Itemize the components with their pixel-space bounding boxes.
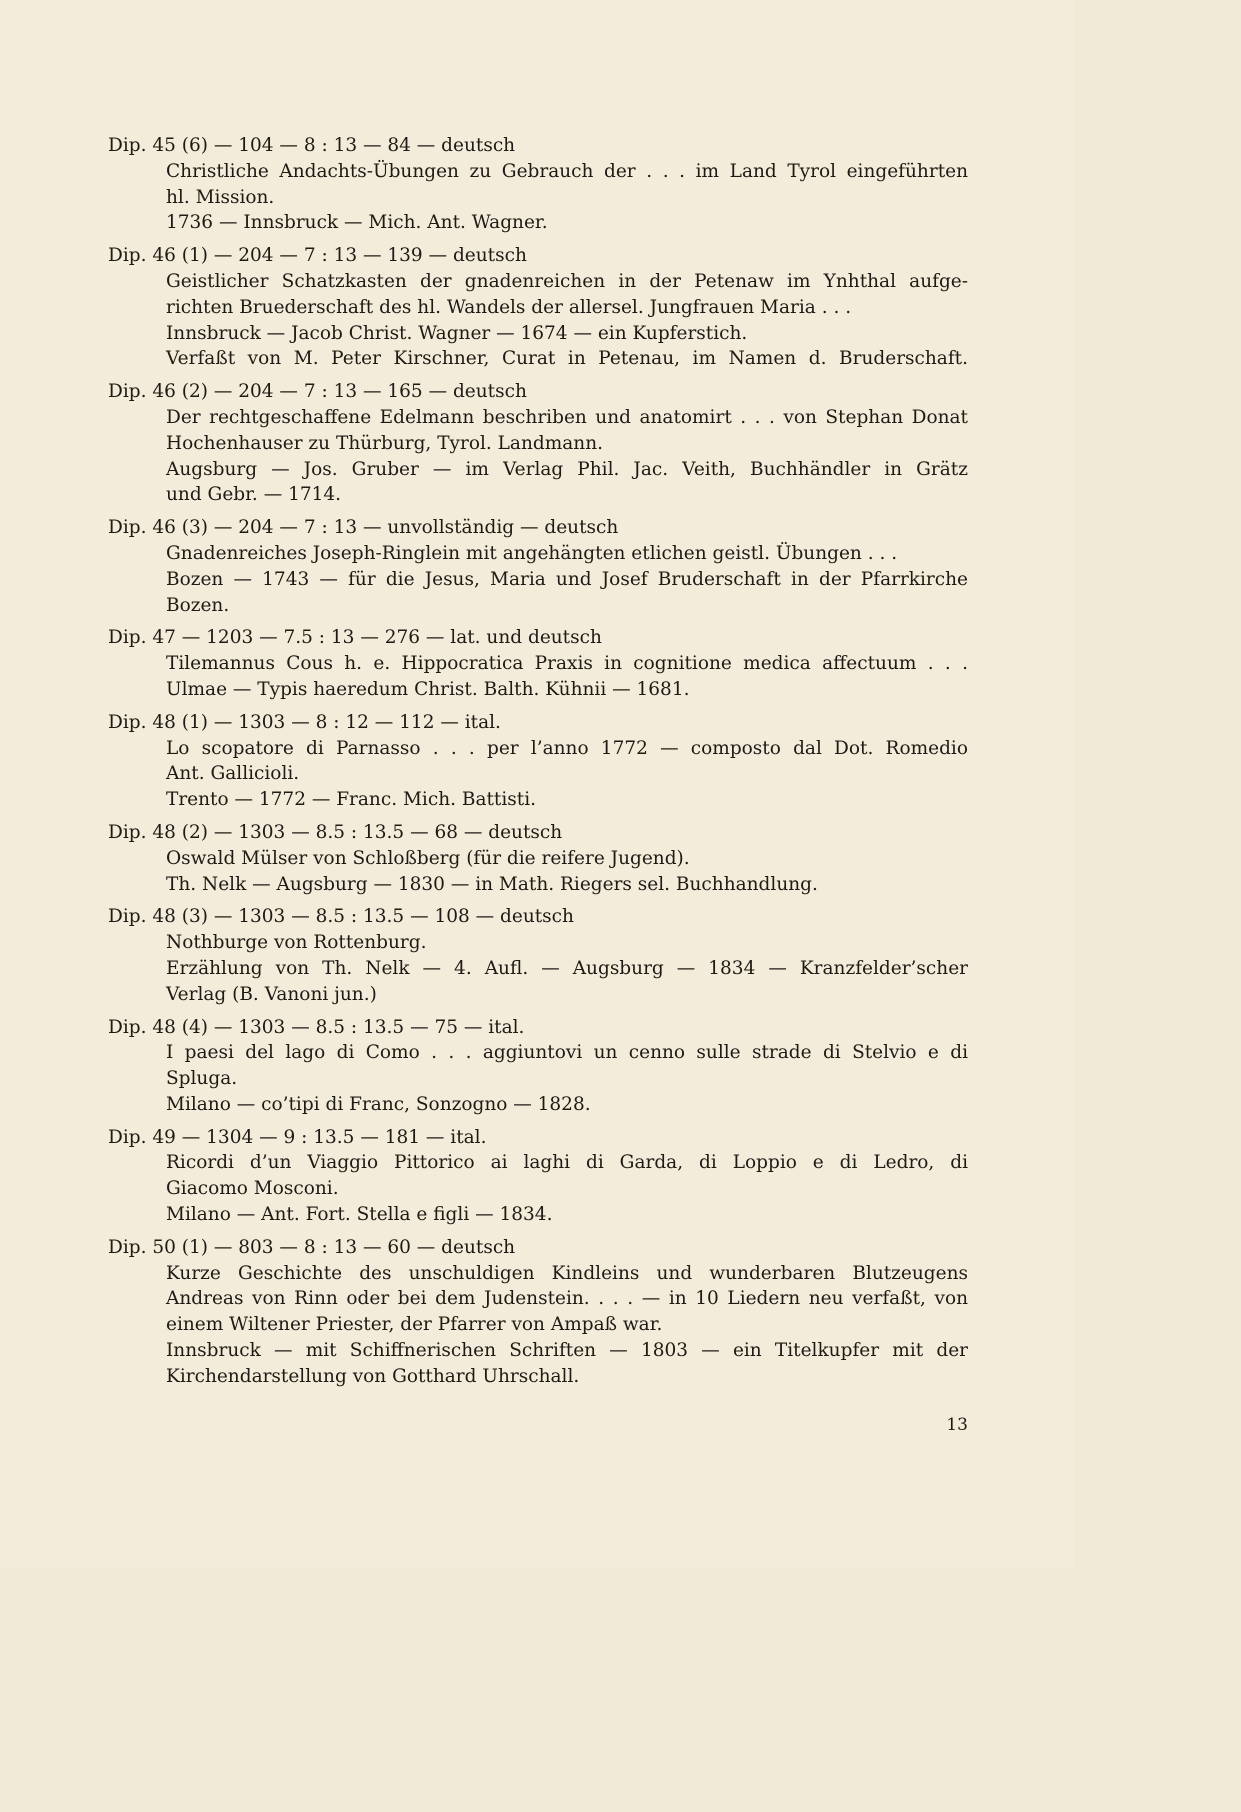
entry-description-line: Th. Nelk — Augsburg — 1830 — in Math. Riegers sel. Buchhandlung. (166, 873, 818, 895)
entry-header: Dip. 48 (2) — 1303 — 8.5 : 13.5 — 68 — deutsch (108, 821, 563, 843)
entry-header: Dip. 48 (4) — 1303 — 8.5 : 13.5 — 75 — ital. (108, 1016, 525, 1038)
entry-description-line: Oswald Mülser von Schloßberg (für die reifere Jugend). (166, 847, 690, 869)
entry-description-line: Bozen — 1743 — für die Jesus, Maria und Josef Bruderschaft in der Pfarrkirche (166, 568, 968, 590)
entry-description-line: und Gebr. — 1714. (166, 484, 342, 506)
entry-description-line: Verfaßt von M. Peter Kirschner, Curat in Petenau, im Namen d. Bruderschaft. (166, 348, 968, 370)
entry-description-line: Milano — Ant. Fort. Stella e figli — 1834. (166, 1204, 553, 1226)
catalog-entry (108, 133, 968, 236)
entry-description-line: Kurze Geschichte des unschuldigen Kindleins und wunderbaren Blutzeugens (166, 1262, 968, 1284)
entry-description-line: I paesi del lago di Como . . . aggiuntovi un cenno sulle strade di Stelvio e di (166, 1042, 968, 1064)
catalog-entry (108, 1235, 968, 1390)
catalog-entry (108, 1125, 968, 1228)
entry-header: Dip. 48 (3) — 1303 — 8.5 : 13.5 — 108 — deutsch (108, 906, 574, 928)
entry-description-line: Ulmae — Typis haeredum Christ. Balth. Kühnii — 1681. (166, 678, 690, 700)
catalog-entry (108, 625, 968, 702)
entry-header: Dip. 46 (3) — 204 — 7 : 13 — unvollständig — deutsch (108, 517, 619, 539)
entry-description-line: Geistlicher Schatzkasten der gnadenreichen in der Petenaw im Ynhthal aufge- (166, 270, 968, 292)
page-number: 13 (946, 1415, 968, 1435)
catalog-entry (108, 904, 968, 1007)
entry-description-line: einem Wiltener Priester, der Pfarrer von Ampaß war. (166, 1314, 663, 1336)
entry-header: Dip. 46 (1) — 204 — 7 : 13 — 139 — deutsch (108, 245, 527, 267)
entry-description-line: Giacomo Mosconi. (166, 1178, 339, 1200)
entry-description-line: hl. Mission. (166, 186, 275, 208)
entry-header: Dip. 46 (2) — 204 — 7 : 13 — 165 — deutsch (108, 381, 527, 403)
entry-description-line: Hochenhauser zu Thürburg, Tyrol. Landmann. (166, 432, 603, 454)
entry-description-line: richten Bruederschaft des hl. Wandels der allersel. Jungfrauen Maria . . . (166, 296, 852, 318)
entry-description-line: Nothburge von Rottenburg. (166, 932, 427, 954)
entry-description-line: Ant. Gallicioli. (166, 763, 300, 785)
entry-header: Dip. 45 (6) — 104 — 8 : 13 — 84 — deutsch (108, 135, 516, 156)
entry-description-line: Kirchendarstellung von Gotthard Uhrschall. (166, 1365, 580, 1387)
entry-description-line: 1736 — Innsbruck — Mich. Ant. Wagner. (166, 212, 548, 234)
entry-description-line: Trento — 1772 — Franc. Mich. Battisti. (166, 789, 536, 811)
entry-description-line: Lo scopatore di Parnasso . . . per l’anno 1772 — composto dal Dot. Romedio (166, 737, 968, 759)
entry-description-line: Spluga. (166, 1068, 238, 1090)
entry-description-line: Innsbruck — mit Schiffnerischen Schriften — 1803 — ein Titelkupfer mit der (166, 1340, 968, 1362)
entry-description-line: Augsburg — Jos. Gruber — im Verlag Phil. Jac. Veith, Buchhändler in Grätz (166, 458, 968, 480)
catalog-entry (108, 820, 968, 897)
catalog-entry (108, 379, 968, 508)
entry-description-line: Innsbruck — Jacob Christ. Wagner — 1674 — ein Kupferstich. (166, 322, 748, 344)
catalog-entry (108, 243, 968, 372)
entry-description-line: Erzählung von Th. Nelk — 4. Aufl. — Augsburg — 1834 — Kranzfelder’scher (166, 957, 968, 979)
entry-header: Dip. 50 (1) — 803 — 8 : 13 — 60 — deutsch (108, 1236, 516, 1258)
catalog-entry (108, 1015, 968, 1118)
entry-description-line: Der rechtgeschaffene Edelmann beschriben und anatomirt . . . von Stephan Donat (166, 406, 968, 428)
catalog-entry (108, 515, 968, 618)
catalog-entry (108, 710, 968, 813)
catalog-entries (108, 133, 968, 1397)
entry-description-line: Andreas von Rinn oder bei dem Judenstein. . . . — in 10 Liedern neu verfaßt, von (166, 1288, 968, 1310)
entry-description-line: Gnadenreiches Joseph-Ringlein mit angehängten etlichen geistl. Übungen . . . (166, 542, 898, 564)
entry-description-line: Verlag (B. Vanoni jun.) (166, 983, 377, 1005)
entry-description-line: Milano — co’tipi di Franc, Sonzogno — 1828. (166, 1093, 591, 1115)
entry-header: Dip. 47 — 1203 — 7.5 : 13 — 276 — lat. und deutsch (108, 627, 602, 649)
entry-description-line: Ricordi d’un Viaggio Pittorico ai laghi di Garda, di Loppio e di Ledro, di (166, 1152, 968, 1174)
entry-description-line: Tilemannus Cous h. e. Hippocratica Praxis in cognitione medica affectuum . . . (166, 653, 968, 675)
entry-description-line: Bozen. (166, 594, 230, 616)
entry-description-line: Christliche Andachts-Übungen zu Gebrauch der . . . im Land Tyrol eingeführten (166, 160, 968, 182)
entry-header: Dip. 48 (1) — 1303 — 8 : 12 — 112 — ital. (108, 711, 501, 733)
entry-header: Dip. 49 — 1304 — 9 : 13.5 — 181 — ital. (108, 1126, 487, 1148)
